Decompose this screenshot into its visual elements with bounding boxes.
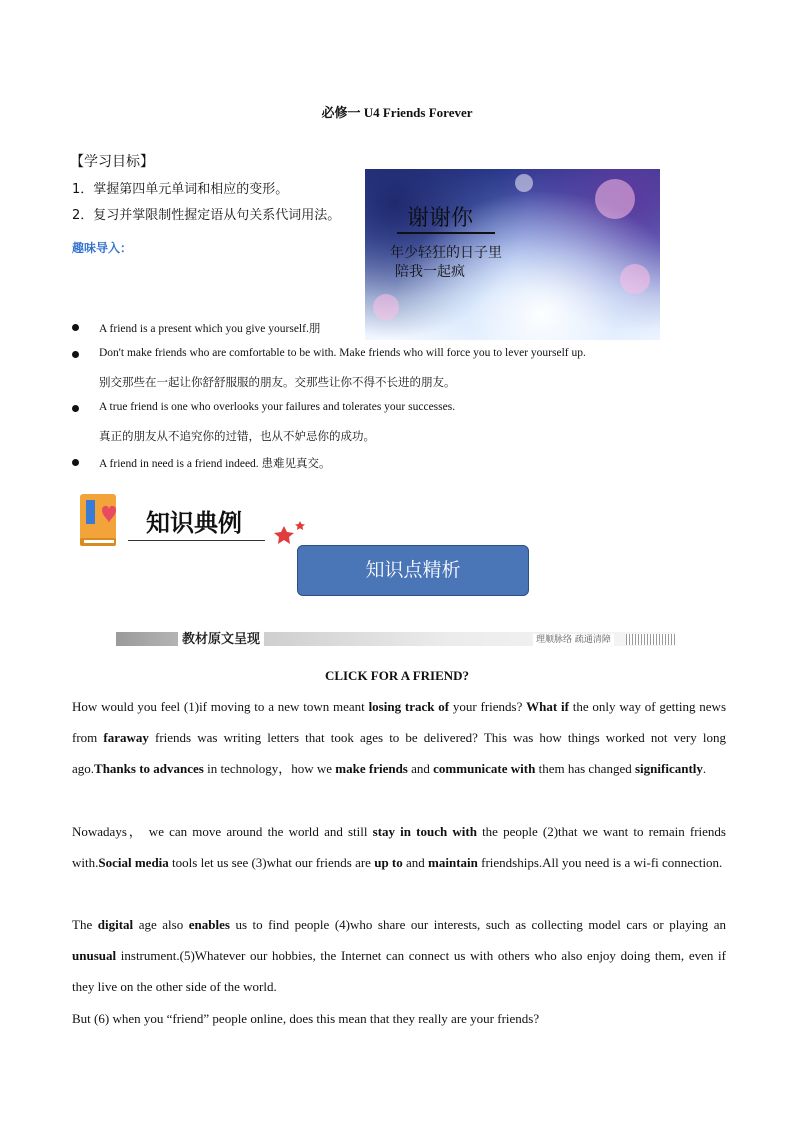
keyword: faraway bbox=[103, 730, 149, 746]
keyword: significantly bbox=[634, 761, 703, 777]
knowledge-points-button: 知识点精析 bbox=[297, 545, 529, 596]
objectives-heading: 【学习目标】 bbox=[70, 154, 154, 170]
text-run: and bbox=[407, 761, 434, 777]
quote-en: A true friend is one who overlooks your failures and tolerates your successes. bbox=[99, 401, 456, 413]
text-run: the only way of getting news from bbox=[72, 699, 727, 746]
bokeh-light bbox=[620, 264, 650, 294]
keyword: digital bbox=[97, 917, 134, 932]
keyword: make friends bbox=[335, 761, 408, 777]
bullet-dot bbox=[72, 459, 79, 466]
image-caption-line: 陪我一起疯 bbox=[395, 264, 465, 280]
bokeh-light bbox=[595, 179, 635, 219]
section-banner-title: 教材原文呈现 bbox=[178, 632, 264, 648]
article-paragraph bbox=[72, 909, 726, 1003]
section-banner-subtitle: 理顺脉络 疏通清障 bbox=[533, 634, 614, 646]
keyword: unusual bbox=[72, 948, 117, 964]
keyword: enables bbox=[188, 917, 230, 932]
text-run: and bbox=[402, 855, 429, 871]
page-title: 必修一 U4 Friends Forever bbox=[321, 105, 473, 120]
keyword: stay in touch with bbox=[372, 824, 477, 839]
text-run: age also bbox=[133, 917, 189, 932]
text-run: friends was writing letters that took ages to be delivered? This was how things worked not very long ago. bbox=[72, 730, 726, 777]
bullet-dot bbox=[72, 351, 79, 358]
keyword: What if bbox=[526, 699, 569, 714]
text-run: . bbox=[702, 761, 707, 777]
keyword: maintain bbox=[428, 855, 478, 871]
article-paragraph bbox=[72, 1003, 726, 1034]
text-run: the people (2)that we want to remain friends with. bbox=[72, 824, 726, 871]
article-title: CLICK FOR A FRIEND? bbox=[324, 668, 470, 683]
text-run: instrument.(5)Whatever our hobbies, the Internet can connect us with others who also enjoy doing them, even if they live on the other side of the world. bbox=[72, 948, 726, 995]
fun-intro-label: 趣味导入： bbox=[72, 241, 133, 255]
article-paragraph bbox=[72, 691, 726, 785]
objective-item: 1．掌握第四单元单词和相应的变形。 bbox=[72, 182, 289, 197]
image-underline bbox=[397, 232, 495, 234]
text-run: friendships.All you need is a wi-fi connection. bbox=[477, 855, 723, 871]
text-run: us to find people (4)who share our interests, such as collecting model cars or playing an bbox=[229, 917, 726, 932]
decorative-stripes bbox=[626, 634, 676, 645]
objective-item: 2．复习并掌限制性握定语从句关系代词用法。 bbox=[72, 208, 341, 223]
text-run: Nowadays， we can move around the world and still bbox=[72, 824, 373, 839]
quote-zh: 别交那些在一起让你舒舒服服的朋友。交那些让你不得不长进的朋友。 bbox=[99, 375, 456, 389]
text-run: in technology，how we bbox=[203, 761, 336, 777]
intro-image bbox=[365, 169, 660, 340]
quote-en: Don't make friends who are comfortable to be with. Make friends who will force you to lever yourself up. bbox=[99, 347, 586, 359]
article-paragraph bbox=[72, 816, 726, 878]
keyword: up to bbox=[374, 855, 403, 871]
text-run: tools let us see (3)what our friends are bbox=[168, 855, 375, 871]
bullet-dot bbox=[72, 405, 79, 412]
text-run: The bbox=[72, 917, 98, 932]
bokeh-light bbox=[515, 174, 533, 192]
image-caption-line: 年少轻狂的日子里 bbox=[390, 245, 502, 261]
text-run: them has changed bbox=[535, 761, 635, 777]
keyword: communicate with bbox=[433, 761, 536, 777]
divider bbox=[128, 540, 265, 541]
image-caption-main: 谢谢你 bbox=[407, 206, 474, 231]
quote-zh: 真正的朋友从不追究你的过错，也从不妒忌你的成功。 bbox=[99, 429, 375, 443]
keyword: Social media bbox=[98, 855, 169, 871]
text-run: your friends? bbox=[449, 699, 527, 714]
keyword: losing track of bbox=[368, 699, 450, 714]
bullet-dot bbox=[72, 324, 79, 331]
text-run: How would you feel (1)if moving to a new town meant bbox=[72, 699, 369, 714]
quote-en: A friend is a present which you give yourself.朋 bbox=[99, 323, 321, 335]
keyword: Thanks to advances bbox=[94, 761, 204, 777]
knowledge-banner-title: 知识典例 bbox=[146, 509, 242, 537]
quote-en: A friend in need is a friend indeed. 患难见真交。 bbox=[99, 458, 331, 470]
bokeh-light bbox=[373, 294, 399, 320]
text-run: But (6) when you “friend” people online, does this mean that they really are your friends? bbox=[72, 1011, 540, 1026]
